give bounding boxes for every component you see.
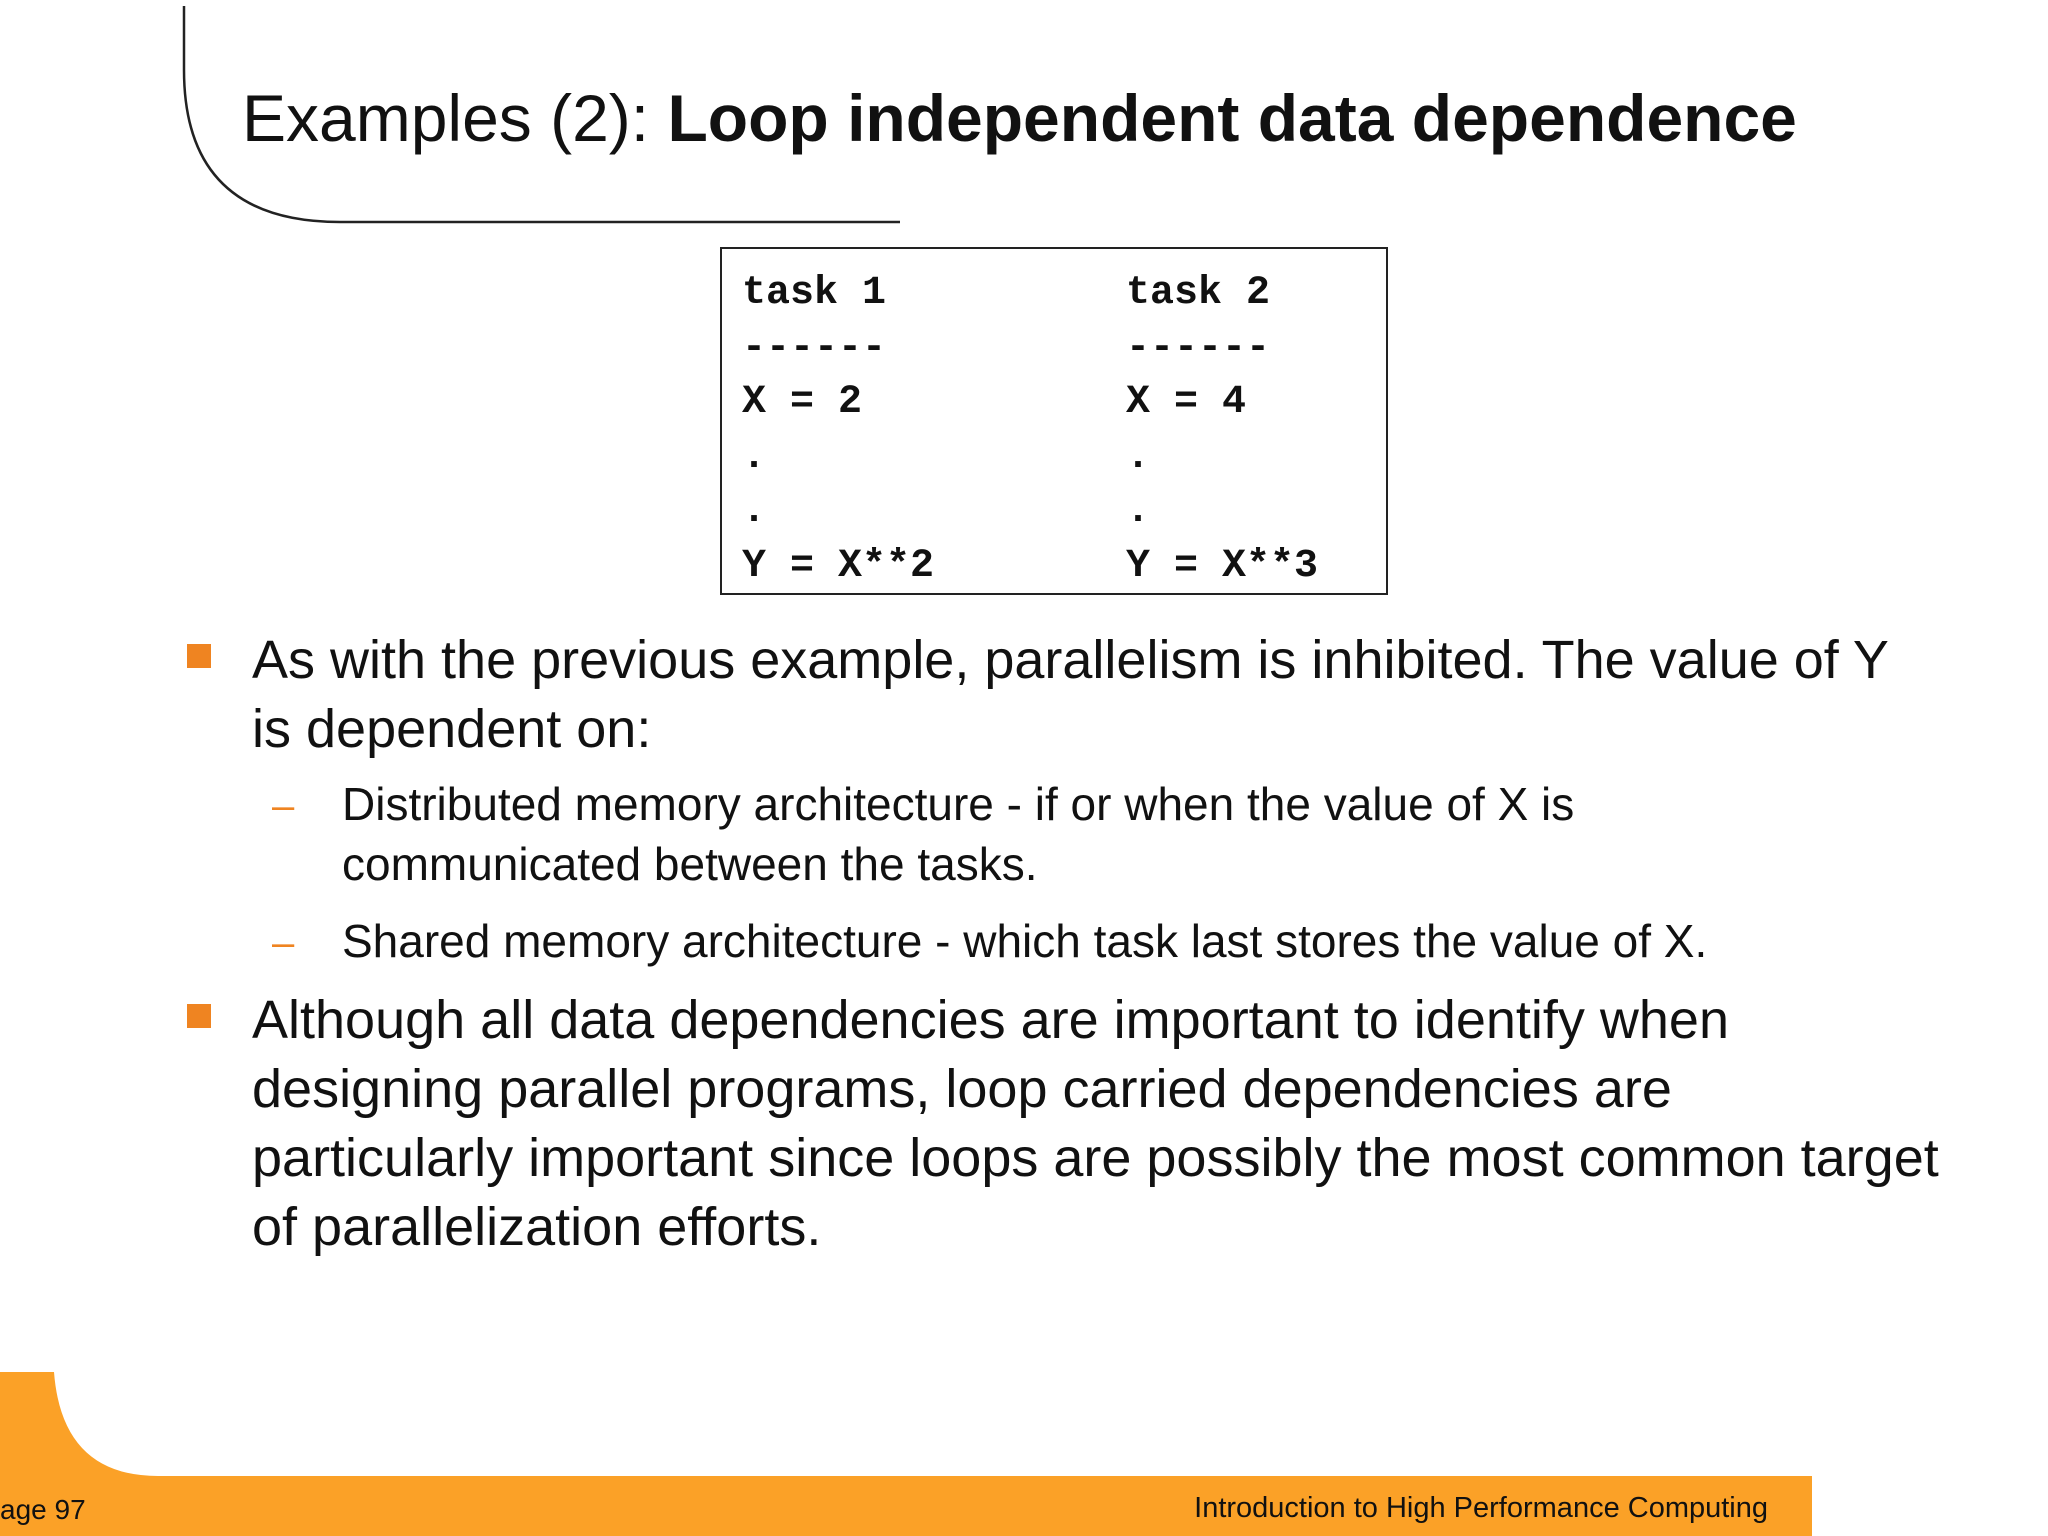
code-line: X = 2: [742, 380, 863, 425]
code-line: task 2: [1126, 271, 1271, 316]
dash-icon: –: [272, 784, 295, 828]
sub-bullet-text: Distributed memory architecture - if or when the value of X is communicated between the tasks.: [342, 778, 1575, 890]
code-line: Y = X**3: [1126, 543, 1319, 589]
bullet-square-icon: [187, 1004, 211, 1028]
slide-title: [242, 78, 1797, 158]
code-box: [720, 247, 1388, 595]
code-line: ------: [1126, 325, 1271, 371]
code-line: .: [742, 434, 767, 480]
title-prefix: Examples (2):: [242, 81, 668, 155]
bullet-text: As with the previous example, parallelism is inhibited. The value of Y is dependent on:: [252, 630, 1888, 759]
title-bold: Loop independent data dependence: [667, 81, 1797, 155]
bullet-square-icon: [187, 644, 211, 668]
code-line: X = 4: [1126, 380, 1247, 425]
code-line: .: [1126, 489, 1151, 534]
bullet-text: Although all data dependencies are important to identify when designing parallel programs, loop carried dependencies are particularly important since loops are possibly the most common target of parallelization efforts.: [252, 990, 1939, 1257]
page-number: age 97: [0, 1494, 86, 1525]
dash-icon: –: [272, 921, 295, 965]
code-line: ------: [742, 325, 887, 371]
sub-bullet-text: Shared memory architecture - which task last stores the value of X.: [342, 915, 1708, 967]
footer-title: Introduction to High Performance Computing: [1194, 1492, 1768, 1524]
code-line: .: [1126, 434, 1151, 480]
code-line: .: [742, 489, 767, 534]
code-line: Y = X**2: [742, 543, 935, 589]
code-line: task 1: [742, 271, 887, 316]
code-column-task1: [742, 267, 934, 594]
code-column-task2: [1126, 267, 1318, 594]
